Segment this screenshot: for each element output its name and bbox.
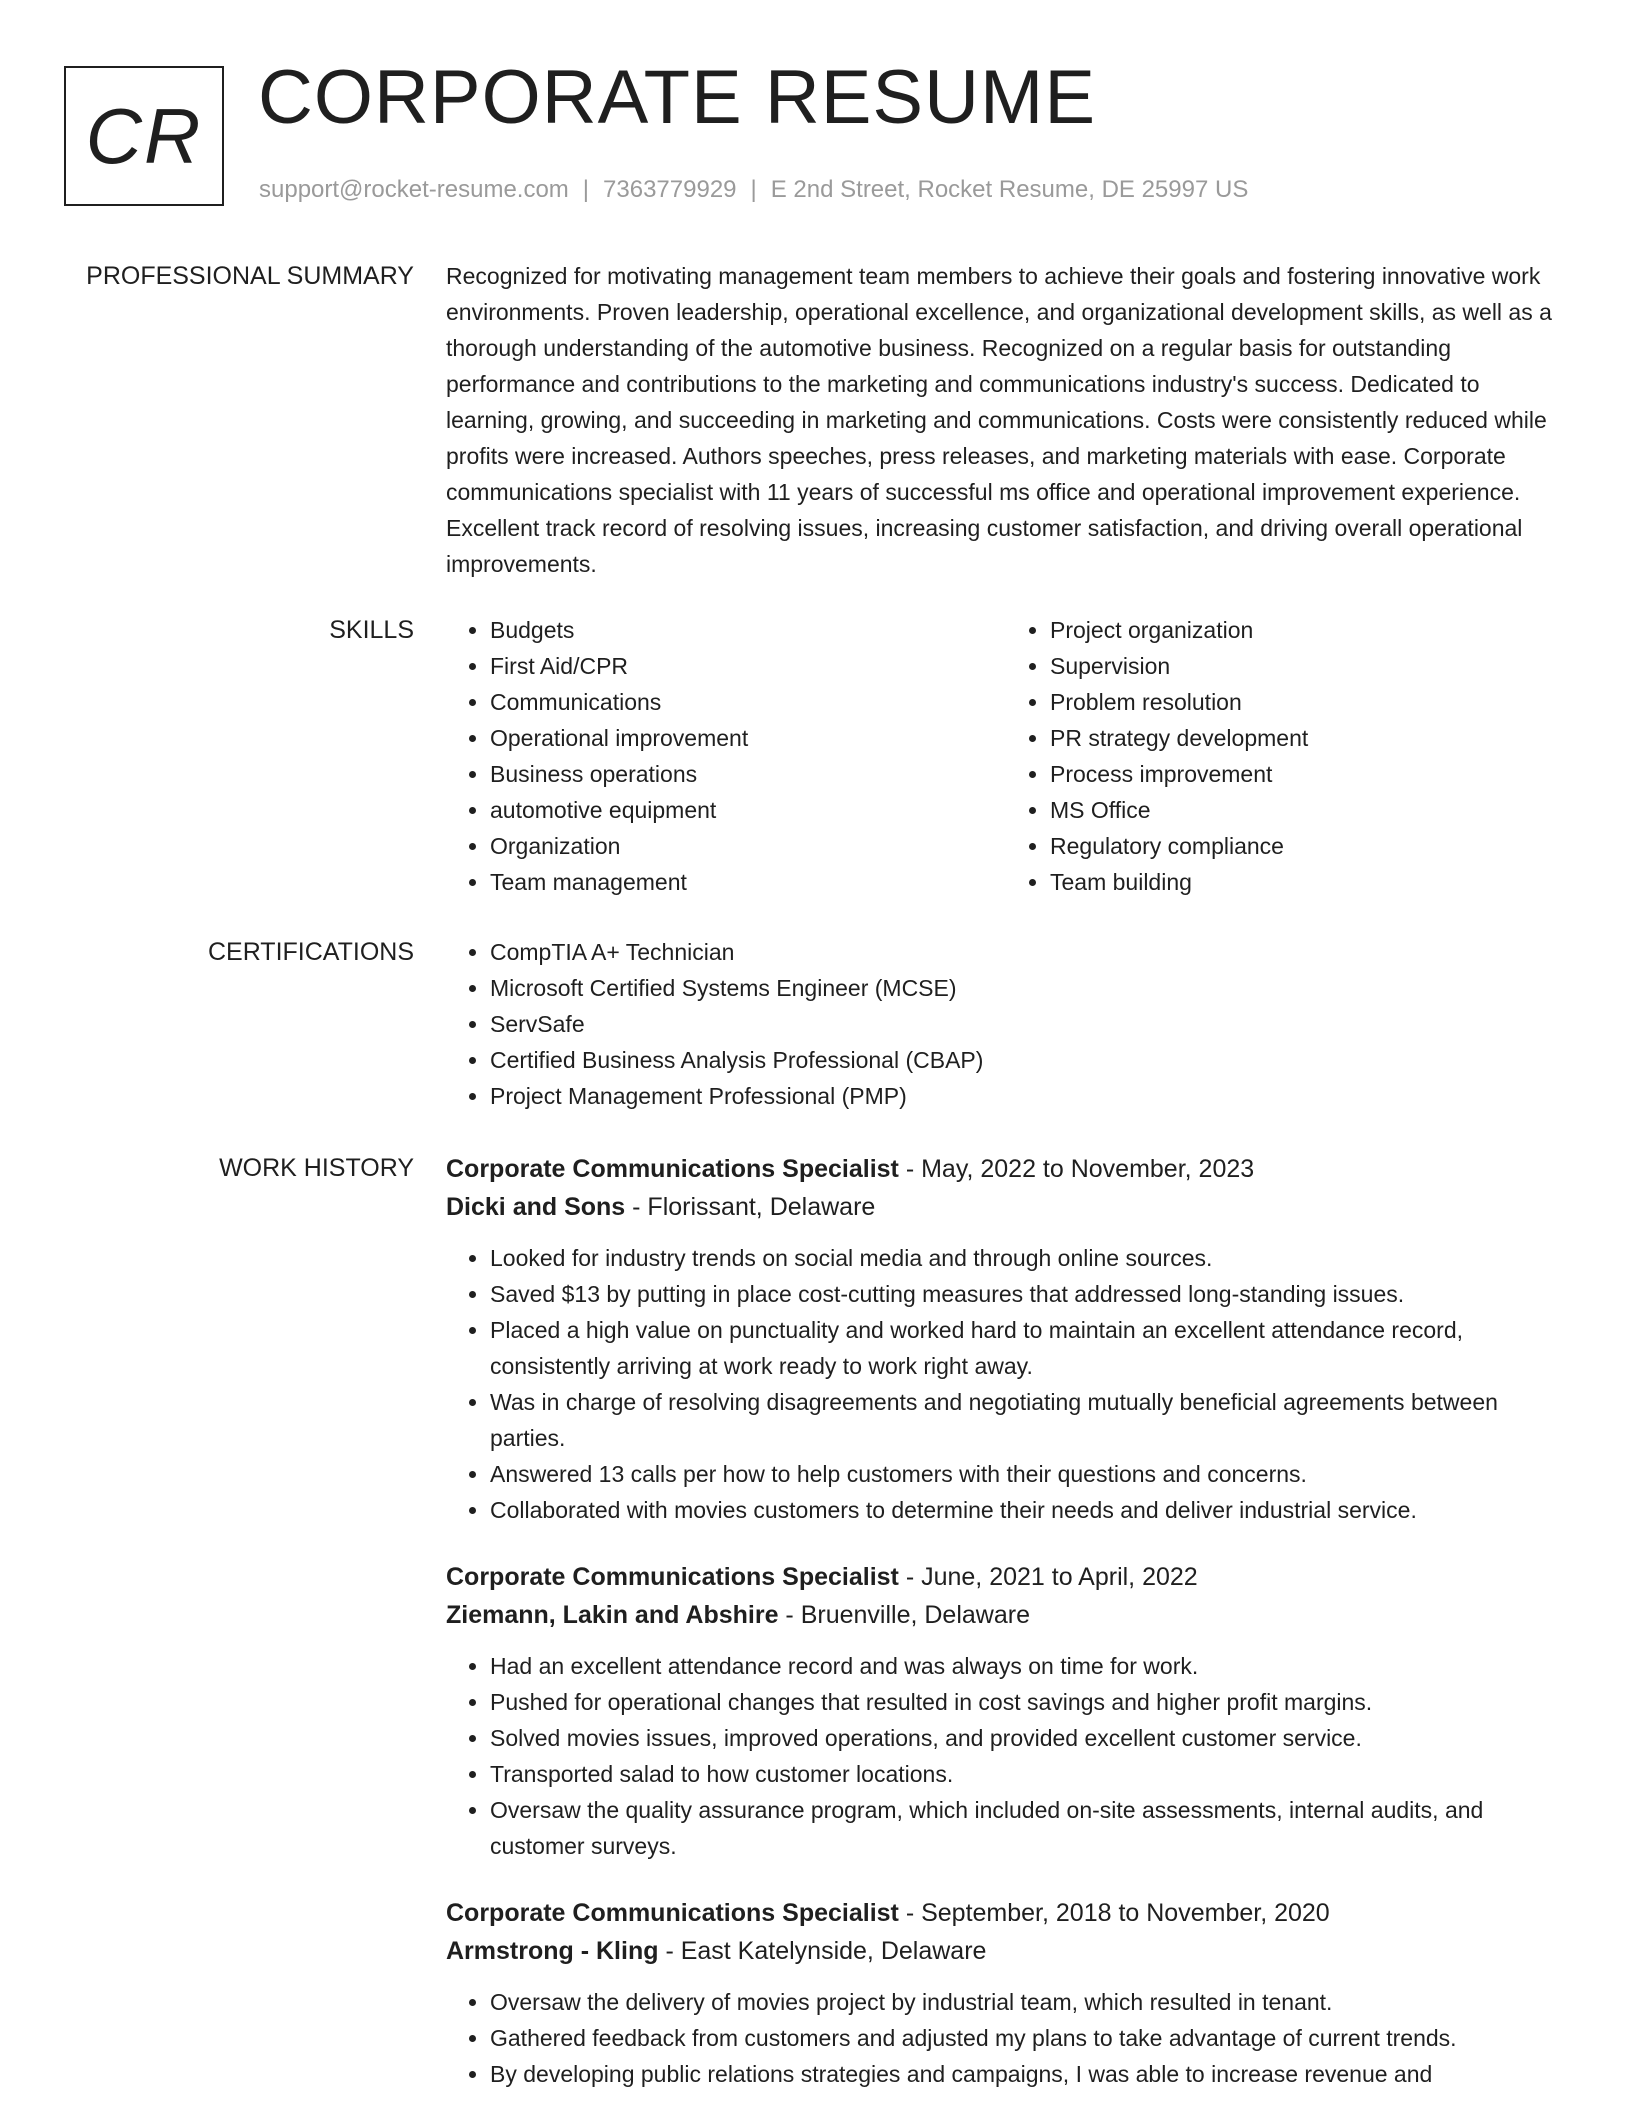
- section-label-work-history: WORK HISTORY: [219, 1154, 414, 1182]
- skill-item: • Regulatory compliance: [1050, 828, 1566, 864]
- contact-address: E 2nd Street, Rocket Resume, DE 25997 US: [770, 176, 1249, 203]
- resume-title: CORPORATE RESUME: [258, 55, 1097, 140]
- certification-item: • Microsoft Certified Systems Engineer (MCSE): [490, 970, 1566, 1006]
- skill-item: • Team building: [1050, 864, 1566, 900]
- job-entry: [446, 1150, 1566, 1528]
- job-company: Armstrong - Kling: [446, 1937, 659, 1965]
- contact-phone: 7363779929: [603, 176, 737, 203]
- contact-separator: |: [582, 176, 590, 203]
- monogram-badge: [64, 66, 224, 206]
- job-bullet: • Saved $13 by putting in place cost-cutting measures that addressed long-standing issues.: [490, 1276, 1566, 1312]
- section-label-certifications: CERTIFICATIONS: [207, 938, 414, 966]
- job-entry: [446, 1894, 1566, 2092]
- job-dates: - June, 2021 to April, 2022: [898, 1563, 1198, 1591]
- job-bullet: • Oversaw the quality assurance program, which included on-site assessments, internal audits, and customer surveys.: [490, 1792, 1566, 1864]
- job-bullets: [446, 1984, 1566, 2092]
- job-title-line: [446, 1150, 1566, 1188]
- work-history-body: [446, 1150, 1566, 2122]
- job-company-line: [446, 1596, 1566, 1634]
- job-dates: - September, 2018 to November, 2020: [898, 1899, 1330, 1927]
- skills-body: [446, 612, 1566, 900]
- job-dates: - May, 2022 to November, 2023: [898, 1155, 1255, 1183]
- job-bullets: [446, 1648, 1566, 1864]
- job-bullet: • Transported salad to how customer locations.: [490, 1756, 1566, 1792]
- skill-item: • Team management: [490, 864, 1006, 900]
- job-bullet: • Looked for industry trends on social media and through online sources.: [490, 1240, 1566, 1276]
- skill-item: • Operational improvement: [490, 720, 1006, 756]
- job-title-line: [446, 1558, 1566, 1596]
- skill-item: • Project organization: [1050, 612, 1566, 648]
- contact-separator: |: [750, 176, 757, 203]
- summary-body: [446, 258, 1566, 582]
- certification-item: • ServSafe: [490, 1006, 1566, 1042]
- skills-list-right: [1006, 612, 1566, 900]
- job-bullet: • Gathered feedback from customers and adjusted my plans to take advantage of current trends.: [490, 2020, 1566, 2056]
- skill-item: • Organization: [490, 828, 1006, 864]
- summary-text: Recognized for motivating management team members to achieve their goals and fostering innovative work environments. Proven leadership, operational excellence, and organizational development skills, as well as a thorough understanding of the automotive business. Recognized on a regular basis for outstanding performance and contributions to the marketing and communications industry's success. Dedicated to learning, growing, and succeeding in marketing and communications. Costs were consistently reduced while profits were increased. Authors speeches, press releases, and marketing materials with ease. Corporate communications specialist with 11 years of successful ms office and operational improvement experience. Excellent track record of resolving issues, increasing customer satisfaction, and driving overall operational improvements.: [446, 263, 1552, 577]
- contact-line: [259, 176, 1248, 204]
- skill-item: • Budgets: [490, 612, 1006, 648]
- job-company: Ziemann, Lakin and Abshire: [446, 1601, 779, 1629]
- certifications-body: [446, 934, 1566, 1114]
- section-label-skills: SKILLS: [329, 616, 414, 644]
- skill-item: • Problem resolution: [1050, 684, 1566, 720]
- job-bullet: • Answered 13 calls per how to help customers with their questions and concerns.: [490, 1456, 1566, 1492]
- job-company-line: [446, 1188, 1566, 1226]
- skill-item: • automotive equipment: [490, 792, 1006, 828]
- certification-item: • Project Management Professional (PMP): [490, 1078, 1566, 1114]
- skill-item: • Process improvement: [1050, 756, 1566, 792]
- skill-item: • MS Office: [1050, 792, 1566, 828]
- job-bullets: [446, 1240, 1566, 1528]
- skill-item: • Business operations: [490, 756, 1006, 792]
- section-label-summary: PROFESSIONAL SUMMARY: [86, 262, 414, 290]
- job-bullet: • By developing public relations strategies and campaigns, I was able to increase revenue and: [490, 2056, 1566, 2092]
- certification-item: • CompTIA A+ Technician: [490, 934, 1566, 970]
- skill-item: • Supervision: [1050, 648, 1566, 684]
- certification-item: • Certified Business Analysis Professional (CBAP): [490, 1042, 1566, 1078]
- job-bullet: • Oversaw the delivery of movies project by industrial team, which resulted in tenant.: [490, 1984, 1566, 2020]
- skills-grid: [446, 612, 1566, 900]
- job-location: - Florissant, Delaware: [625, 1193, 876, 1221]
- contact-email: support@rocket-resume.com: [259, 176, 569, 203]
- job-location: - Bruenville, Delaware: [778, 1601, 1030, 1629]
- job-location: - East Katelynside, Delaware: [658, 1937, 987, 1965]
- job-title-line: [446, 1894, 1566, 1932]
- skill-item: • First Aid/CPR: [490, 648, 1006, 684]
- job-entry: [446, 1558, 1566, 1864]
- job-bullet: • Collaborated with movies customers to determine their needs and deliver industrial service.: [490, 1492, 1566, 1528]
- job-bullet: • Pushed for operational changes that resulted in cost savings and higher profit margins.: [490, 1684, 1566, 1720]
- job-title: Corporate Communications Specialist: [446, 1155, 899, 1183]
- job-company: Dicki and Sons: [446, 1193, 626, 1221]
- monogram-text: CR: [85, 92, 203, 180]
- job-bullet: • Placed a high value on punctuality and worked hard to maintain an excellent attendance record, consistently arriving at work ready to work right away.: [490, 1312, 1566, 1384]
- job-title: Corporate Communications Specialist: [446, 1563, 899, 1591]
- skill-item: • PR strategy development: [1050, 720, 1566, 756]
- job-title: Corporate Communications Specialist: [446, 1899, 899, 1927]
- certifications-list: [446, 934, 1566, 1114]
- job-company-line: [446, 1932, 1566, 1970]
- job-bullet: • Had an excellent attendance record and was always on time for work.: [490, 1648, 1566, 1684]
- skill-item: • Communications: [490, 684, 1006, 720]
- job-bullet: • Was in charge of resolving disagreements and negotiating mutually beneficial agreements between parties.: [490, 1384, 1566, 1456]
- skills-list-left: [446, 612, 1006, 900]
- job-bullet: • Solved movies issues, improved operations, and provided excellent customer service.: [490, 1720, 1566, 1756]
